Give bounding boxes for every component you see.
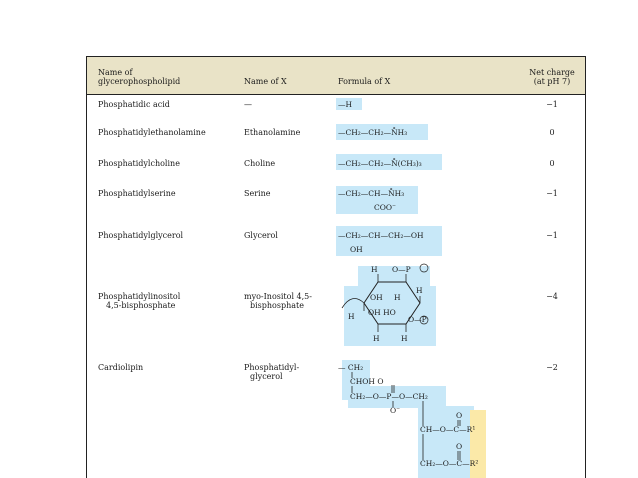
row-formula: —CH₂—CH₂—N̊(CH₃)₃ — [338, 159, 422, 168]
glycerophospholipid-table — [86, 56, 586, 478]
row-name: Phosphatidic acid — [98, 100, 170, 109]
inositol-oh-ho: OH HO — [368, 308, 396, 317]
row-formula: —CH₂—CH—CH₂—OH — [338, 231, 424, 240]
row-x-line2: glycerol — [250, 372, 283, 381]
inositol-o-p-top: O—P — [392, 265, 411, 274]
row-name: Phosphatidylcholine — [98, 159, 180, 168]
row-formula: —H — [338, 100, 353, 109]
row-charge: −1 — [546, 100, 558, 109]
row-charge: −2 — [546, 363, 558, 372]
inositol-h-right: H — [416, 286, 423, 295]
row-charge: −1 — [546, 231, 558, 240]
cardiolipin-oxygen-2: O — [456, 442, 463, 451]
row-x: Ethanolamine — [244, 128, 301, 137]
inositol-h-left: H — [348, 312, 355, 321]
cardiolipin-line6: CH₂—O—C—R² — [420, 459, 479, 468]
inositol-h-mid: H — [394, 293, 401, 302]
row-x: Serine — [244, 189, 271, 198]
row-x: Choline — [244, 159, 276, 168]
inositol-h-top: H — [371, 265, 378, 274]
inositol-oh-left: OH — [370, 293, 383, 302]
cardiolipin-bonds — [86, 56, 586, 478]
cardiolipin-line1: — CH₂ — [338, 363, 364, 372]
row-charge: −4 — [546, 292, 558, 301]
header-x-name: Name of X — [244, 77, 287, 86]
row-name: Cardiolipin — [98, 363, 144, 372]
row-charge: 0 — [549, 128, 555, 137]
row-formula-sub: COO⁻ — [374, 203, 396, 212]
header-charge-line1: Net charge — [529, 68, 575, 77]
cardiolipin-oxygen-1: O — [456, 411, 463, 420]
row-formula: —CH₂—CH—N̊H₃ — [338, 189, 405, 198]
row-x-line1: Phosphatidyl- — [244, 363, 300, 372]
row-name-line2: 4,5-bisphosphate — [106, 301, 176, 310]
row-formula-sub: OH — [350, 245, 363, 254]
row-charge: −1 — [546, 189, 558, 198]
cardiolipin-line5: CH—O—C—R¹ — [420, 425, 476, 434]
header-charge-line2: (at pH 7) — [533, 77, 571, 86]
row-x-line1: myo-Inositol 4,5- — [244, 292, 312, 301]
row-name: Phosphatidylglycerol — [98, 231, 184, 240]
cardiolipin-line3: CH₂—O—P—O—CH₂ — [350, 392, 428, 401]
inositol-h-bottom-1: H — [373, 334, 380, 343]
row-charge: 0 — [549, 159, 555, 168]
row-x-line2: bisphosphate — [250, 301, 304, 310]
cardiolipin-line2: CHOH O — [350, 377, 384, 386]
cardiolipin-line4: O⁻ — [390, 406, 401, 415]
header-formula: Formula of X — [338, 77, 391, 86]
row-x: Glycerol — [244, 231, 278, 240]
row-x: — — [244, 100, 252, 109]
header-name-line2: glycerophospholipid — [98, 77, 181, 86]
row-name: Phosphatidylethanolamine — [98, 128, 206, 137]
inositol-o-p-right: O—P — [408, 315, 427, 324]
row-name-line1: Phosphatidylinositol — [98, 292, 181, 301]
row-name: Phosphatidylserine — [98, 189, 176, 198]
header-name-line1: Name of — [98, 68, 133, 77]
inositol-h-bottom-2: H — [401, 334, 408, 343]
row-formula: —CH₂—CH₂—N̊H₃ — [338, 128, 408, 137]
